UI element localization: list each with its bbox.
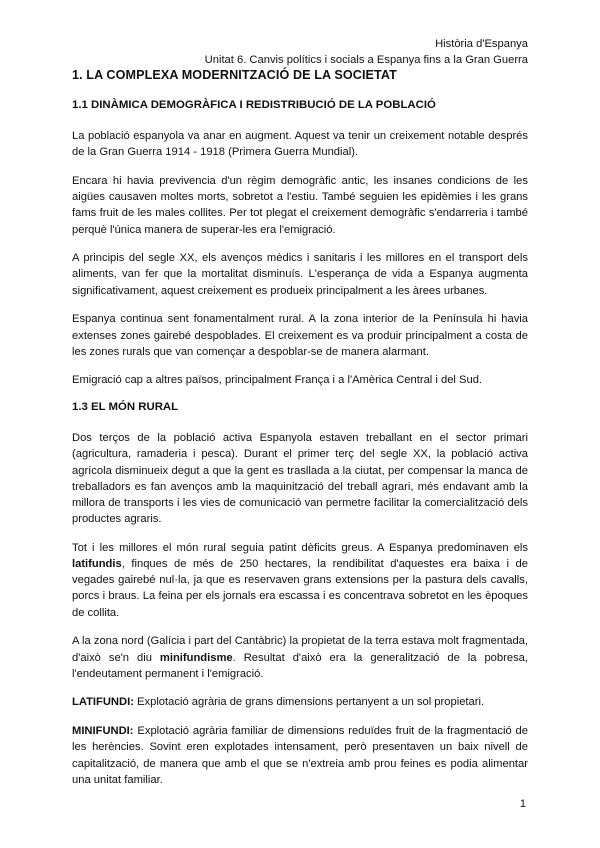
page-content	[72, 68, 528, 801]
paragraph: Emigració cap a altres països, principalment França i a l'Amèrica Central i del Sud.	[72, 374, 483, 387]
paragraph	[72, 633, 528, 682]
header-unit: Unitat 6. Canvis polítics i socials a Espanya fins a la Gran Guerra	[204, 54, 528, 66]
definition-text: Explotació agrària familiar de dimensions reduïdes fruit de la fragmentació de les herències. Sovint eren explotades intensament, però presentaven un baix nivell de capitalització, de manera que amb el que se n'extreia amb prou feines es podia alimentar una unitat familiar.	[72, 725, 528, 786]
page-header	[205, 36, 528, 68]
definition-term: LATIFUNDI:	[72, 696, 134, 709]
definition-minifundi	[72, 723, 528, 788]
definition-term: MINIFUNDI:	[72, 725, 134, 738]
paragraph: Encara hi havia previvencia d'un règim demogràfic antic, les insanes condicions de les aigües causaven moltes morts, sobretot a l'estiu. També seguien les epidèmies i les grans fams fruit de les males collites. Per tot plegat el creixement demogràfic s'endarreria i també perquè l'única manera de superar-les era l'emigració.	[72, 174, 528, 236]
term-minifundisme: minifundisme	[159, 651, 233, 664]
section-1-title: 1. LA COMPLEXA MODERNITZACIÓ DE LA SOCIETAT	[72, 68, 397, 82]
section-1-3-title: 1.3 EL MÓN RURAL	[72, 401, 179, 414]
term-latifundis: latifundis	[72, 558, 122, 571]
paragraph: Espanya continua sent fonamentalment rural. A la zona interior de la Península hi havia extenses zones gairebé despoblades. El creixement es va produir principalment a costa de les zones rurals que van començar a despoblar-se de manera alarmant.	[72, 313, 528, 358]
paragraph: Dos terços de la població activa Espanyola estaven treballant en el sector primari (agricultura, ramaderia i pesca). Durant el primer terç del segle XX, la població activa agrícola disminueix degut a que la gent es trasllada a la ciutat, per compensar la manca de treballadors es fan avenços amb la maquinització del treball agrari, més endavant amb la millora de transports i les vies de comunicació van permetre facilitar la comercialització dels productes agraris.	[72, 432, 528, 526]
text-run: . Resultat d'això era la generalització de la pobresa, l'endeutament permanent i l'emigració.	[72, 651, 528, 680]
page-number: 1	[519, 798, 526, 810]
section-1-1-title: 1.1 DINÀMICA DEMOGRÀFICA I REDISTRIBUCIÓ DE LA POBLACIÓ	[72, 99, 436, 111]
definition-latifundi	[72, 694, 528, 710]
header-subject: Història d'Espanya	[435, 38, 528, 50]
paragraph	[72, 540, 528, 621]
text-run: , finques de més de 250 hectares, la rendibilitat d'aquestes era baixa i de vegades gairebé nul·la, ja que es reservaven grans extensions per la pastura dels cavalls, porcs i braus. La feina per els jornals era escassa i es concentrava sobretot en les èpoques de collita.	[72, 558, 528, 619]
paragraph: A principis del segle XX, els avenços mèdics i sanitaris i les millores en el transport dels aliments, van fer que la mortalitat disminuís. L'esperança de vida a Espanya augmenta significativament, aquest creixement es produeix principalment a les àrees urbanes.	[72, 252, 528, 297]
text-run: Tot i les millores el món rural seguia patint dèficits greus. A Espanya predominaven els	[72, 541, 528, 554]
text-run: A la zona nord (Galícia i part del Cantàbric) la propietat de la terra estava molt fragmentada, d'això se'n diu	[72, 635, 528, 664]
definition-text: Explotació agrària de grans dimensions pertanyent a un sol propietari.	[133, 696, 485, 709]
paragraph: La població espanyola va anar en augment. Aquest va tenir un creixement notable després de la Gran Guerra 1914 - 1918 (Primera Guerra Mundial).	[72, 130, 528, 159]
